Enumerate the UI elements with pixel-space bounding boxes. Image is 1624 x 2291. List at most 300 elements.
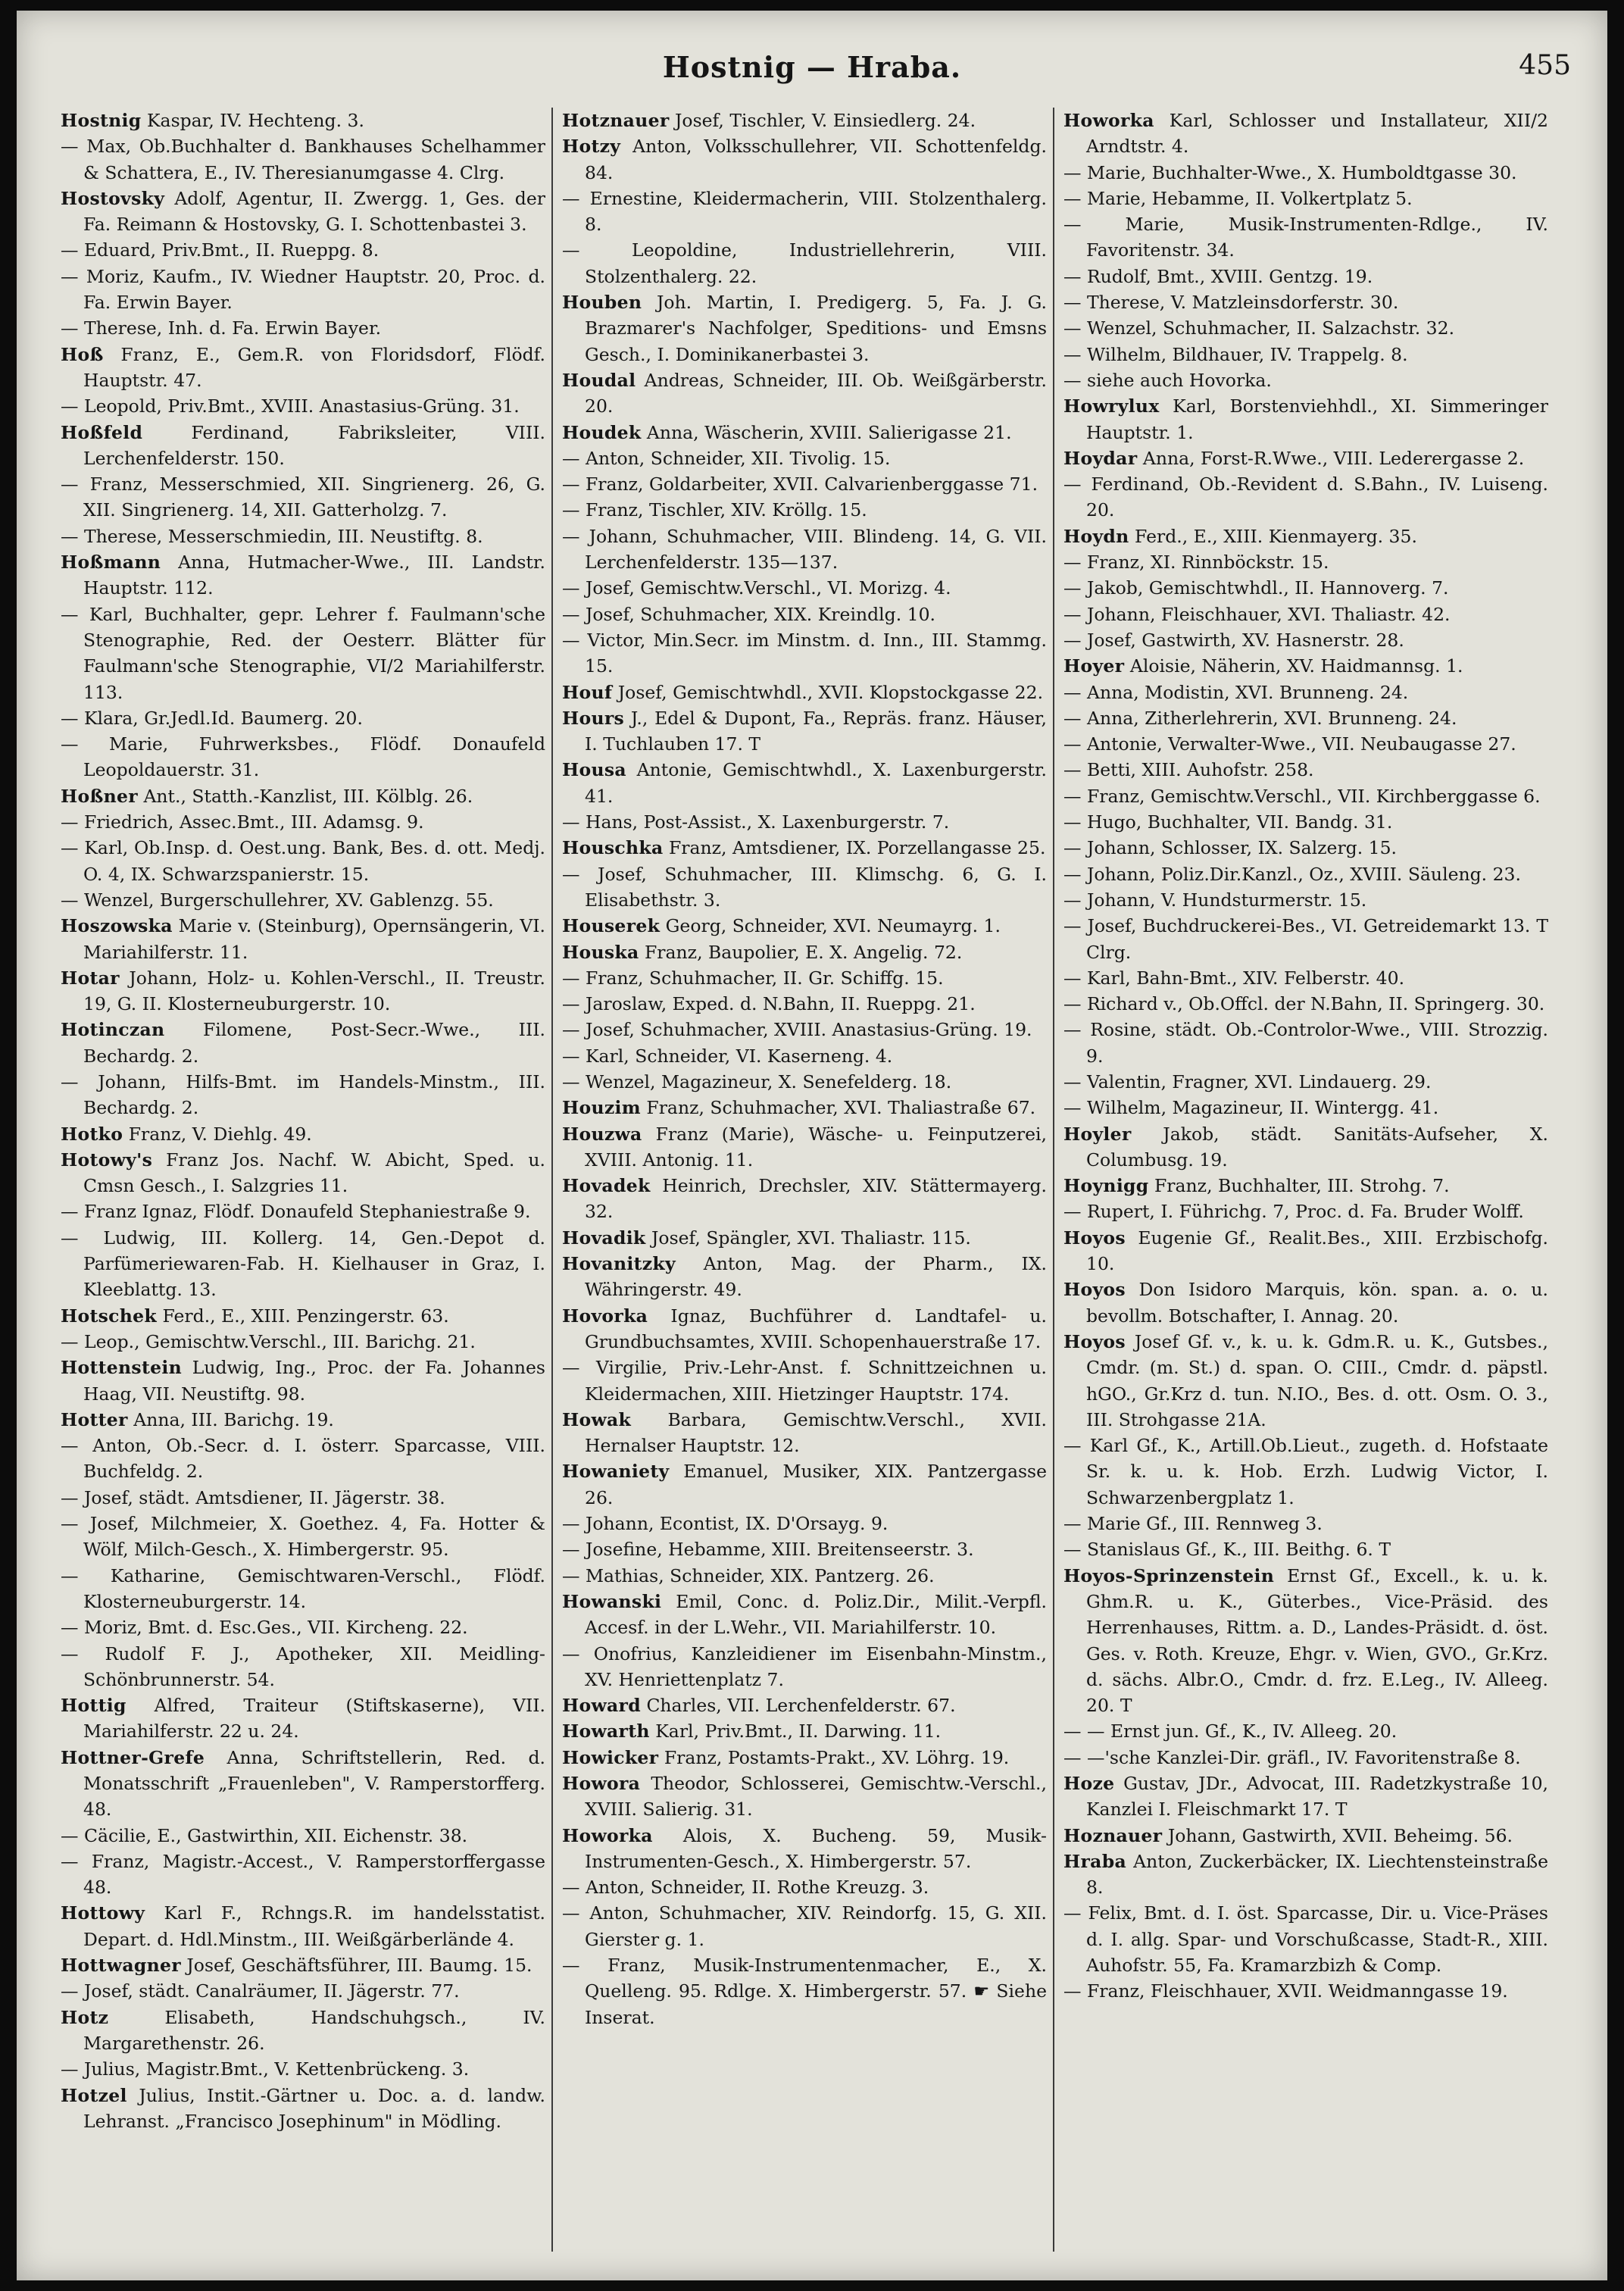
directory-entry: [1063, 289, 1548, 315]
entry-text: Josef Gf. v., k. u. k. Gdm.R. u. K., Gutsbes., Cmdr. (m. St.) d. span. O. CIII., Cmdr. d. päpstl. hGO., Gr.Krz d. tun. N.IO., Bes. d. ott. Osm. O. 3., III. Strohgasse 21A.: [1086, 1330, 1548, 1430]
directory-entry: [562, 1900, 1047, 1952]
entry-text: — Johann, Poliz.Dir.Kanzl., Oz., XVIII. Säuleng. 23.: [1063, 863, 1521, 885]
directory-entry: [1063, 731, 1548, 757]
entry-text: — Johann, Hilfs-Bmt. im Handels-Minstm., III. Bechardg. 2.: [61, 1070, 545, 1119]
entry-text: — Josef, Schuhmacher, XIX. Kreindlg. 10.: [562, 603, 936, 625]
directory-entry: [61, 1692, 545, 1745]
directory-entry: [1063, 835, 1548, 861]
entry-surname: Houf: [562, 681, 613, 703]
directory-entry: [61, 965, 545, 1017]
entry-text: Franz, Buchhalter, III. Strohg. 7.: [1154, 1175, 1450, 1197]
directory-entry: [61, 1017, 545, 1069]
entry-text: — Wenzel, Schuhmacher, II. Salzachstr. 32.: [1063, 317, 1455, 339]
entry-text: — Moriz, Bmt. d. Esc.Ges., VII. Kircheng. 22.: [61, 1617, 468, 1639]
entry-text: — Eduard, Priv.Bmt., II. Rueppg. 8.: [61, 239, 379, 261]
entry-text: J., Edel & Dupont, Fa., Repräs. franz. Häuser, I. Tuchlauben 17. T: [585, 707, 1047, 755]
directory-entry: [1063, 680, 1548, 705]
entry-text: Anna, Forst-R.Wwe., VIII. Lederergasse 2.: [1142, 447, 1525, 469]
entry-text: Barbara, Gemischtw.Verschl., XVII. Hernalser Hauptstr. 12.: [585, 1408, 1047, 1457]
entry-text: — Ludwig, III. Kollerg. 14, Gen.-Depot d. Parfümeriewaren-Fab. H. Kielhauser in Graz, I. Kleeblattg. 13.: [61, 1227, 545, 1301]
directory-entry: [1063, 1823, 1548, 1849]
entry-text: — Josef, Gastwirth, XV. Hasnerstr. 28.: [1063, 629, 1404, 651]
entry-text: Kaspar, IV. Hechteng. 3.: [147, 110, 364, 131]
entry-surname: Hottenstein: [61, 1357, 182, 1379]
entry-text: — Josef, Schuhmacher, III. Klimschg. 6, G. I. Elisabethstr. 3.: [562, 863, 1047, 911]
entry-text: — Anton, Schneider, II. Rothe Kreuzg. 3.: [562, 1877, 929, 1899]
entry-text: Franz, V. Diehlg. 49.: [128, 1123, 312, 1145]
directory-entry: [562, 627, 1047, 680]
entry-text: Elisabeth, Handschuhgsch., IV. Margarethenstr. 26.: [83, 2006, 545, 2054]
entry-surname: Hotzel: [61, 2084, 127, 2106]
directory-entry: [61, 783, 545, 809]
entry-surname: Hotar: [61, 967, 120, 989]
directory-entry: [562, 289, 1047, 367]
column-divider: [551, 108, 553, 2252]
directory-entry: [562, 1511, 1047, 1536]
entry-text: — Josef, Milchmeier, X. Goethez. 4, Fa. Hotter & Wölf, Milch-Gesch., X. Himbergerstr. 95.: [61, 1513, 545, 1561]
page-number: 455: [1519, 50, 1571, 81]
directory-entry: [61, 471, 545, 524]
directory-entry: [61, 1614, 545, 1640]
entry-surname: Hotko: [61, 1123, 123, 1145]
directory-entry: [562, 1692, 1047, 1718]
entry-text: Ferdinand, Fabriksleiter, VIII. Lerchenfelderstr. 150.: [83, 421, 545, 469]
directory-entry: [61, 1121, 545, 1147]
directory-page: [17, 11, 1607, 2280]
entry-surname: Hottowy: [61, 1902, 145, 1924]
directory-entry: [1063, 575, 1548, 601]
entry-text: — Richard v., Ob.Offcl. der N.Bahn, II. Springerg. 30.: [1063, 993, 1545, 1015]
entry-surname: Howanski: [562, 1590, 662, 1612]
entry-text: Charles, VII. Lerchenfelderstr. 67.: [646, 1695, 956, 1717]
directory-entry: [61, 1978, 545, 2004]
entry-text: — Jakob, Gemischtwhdl., II. Hannoverg. 7.: [1063, 577, 1449, 599]
directory-entry: [562, 809, 1047, 835]
directory-entry: [1063, 1199, 1548, 1224]
entry-text: — Leopold, Priv.Bmt., XVIII. Anastasius-Grüng. 31.: [61, 395, 520, 417]
entry-surname: Hotowy's: [61, 1149, 153, 1171]
column-divider: [1053, 108, 1054, 2252]
directory-entry: [1063, 524, 1548, 549]
entry-text: Franz Jos. Nachf. W. Abicht, Sped. u. Cmsn Gesch., I. Salzgries 11.: [83, 1149, 545, 1197]
entry-surname: Howora: [562, 1773, 641, 1794]
directory-entry: [1063, 315, 1548, 341]
directory-entry: [1063, 1563, 1548, 1719]
directory-entry: [1063, 991, 1548, 1017]
entry-text: Georg, Schneider, XVI. Neumayrg. 1.: [665, 915, 1001, 937]
entry-text: — Karl, Schneider, VI. Kaserneng. 4.: [562, 1045, 893, 1067]
entry-surname: Hoyos: [1063, 1330, 1126, 1352]
entry-text: — Karl Gf., K., Artill.Ob.Lieut., zugeth. d. Hofstaate Sr. k. u. k. Hob. Erzh. Ludwig Victor, I. Schwarzenbergplatz 1.: [1063, 1435, 1548, 1508]
entry-text: Josef, Geschäftsführer, III. Baumg. 15.: [186, 1955, 532, 1977]
directory-entry: [61, 1849, 545, 1901]
directory-entry: [1063, 1511, 1548, 1536]
entry-surname: Hotz: [61, 2006, 109, 2028]
entry-text: Alois, X. Bucheng. 59, Musik-Instrumenten-Gesch., X. Himbergerstr. 57.: [585, 1824, 1047, 1872]
directory-entry: [562, 680, 1047, 705]
directory-entry: [1063, 783, 1548, 809]
entry-text: — Josef, Buchdruckerei-Bes., VI. Getreidemarkt 13. T Clrg.: [1063, 915, 1548, 963]
directory-entry: [562, 133, 1047, 186]
entry-text: — Marie Gf., III. Rennweg 3.: [1063, 1513, 1323, 1535]
directory-entry: [562, 1536, 1047, 1562]
directory-entry: [562, 108, 1047, 133]
entry-text: — Franz Ignaz, Flödf. Donaufeld Stephaniestraße 9.: [61, 1201, 531, 1223]
entry-text: — Karl, Bahn-Bmt., XIV. Felberstr. 40.: [1063, 967, 1405, 989]
directory-entry: [1063, 1771, 1548, 1823]
directory-entry: [61, 1823, 545, 1849]
entry-text: — Franz, Tischler, XIV. Kröllg. 15.: [562, 499, 867, 521]
entry-text: — Wilhelm, Bildhauer, IV. Trappelg. 8.: [1063, 343, 1408, 365]
entry-text: — Ferdinand, Ob.-Revident d. S.Bahn., IV. Luiseng. 20.: [1063, 474, 1548, 521]
directory-entry: [1063, 1433, 1548, 1511]
directory-entry: [61, 549, 545, 602]
directory-entry: [61, 1329, 545, 1355]
entry-text: — Marie, Musik-Instrumenten-Rdlge., IV. Favoritenstr. 34.: [1063, 214, 1548, 261]
entry-text: — Leop., Gemischtw.Verschl., III. Barichg. 21.: [61, 1330, 476, 1352]
entry-surname: Houserek: [562, 915, 661, 937]
entry-surname: Hoydar: [1063, 447, 1138, 469]
directory-entry: [1063, 1095, 1548, 1120]
directory-entry: [61, 393, 545, 419]
entry-text: — Julius, Magistr.Bmt., V. Kettenbrückeng. 3.: [61, 2058, 470, 2080]
entry-text: Josef, Tischler, V. Einsiedlerg. 24.: [675, 110, 976, 131]
directory-entry: [1063, 1978, 1548, 2004]
directory-entry: [61, 1900, 545, 1952]
directory-entry: [562, 602, 1047, 627]
directory-entry: [1063, 861, 1548, 887]
directory-entry: [562, 1173, 1047, 1225]
entry-text: — Hans, Post-Assist., X. Laxenburgerstr. 7.: [562, 811, 950, 833]
directory-entry: [1063, 1277, 1548, 1329]
entry-surname: Hovorka: [562, 1305, 648, 1327]
directory-entry: [61, 1433, 545, 1485]
directory-entry: [1063, 913, 1548, 965]
entry-text: Johann, Holz- u. Kohlen-Verschl., II. Treustr. 19, G. II. Klosterneuburgerstr. 10.: [83, 967, 545, 1015]
directory-entry: [562, 420, 1047, 445]
directory-entry: [562, 524, 1047, 576]
entry-surname: Hottwagner: [61, 1955, 181, 1977]
directory-entry: [562, 1355, 1047, 1407]
entry-text: — Josef, städt. Amtsdiener, II. Jägerstr. 38.: [61, 1486, 445, 1508]
entry-text: — Mathias, Schneider, XIX. Pantzerg. 26.: [562, 1564, 935, 1586]
entry-text: — Katharine, Gemischtwaren-Verschl., Flödf. Klosterneuburgerstr. 14.: [61, 1564, 545, 1612]
entry-surname: Howorka: [1063, 110, 1154, 131]
entry-text: Karl, Schlosser und Installateur, XII/2 Arndtstr. 4.: [1086, 110, 1548, 158]
entry-text: — Cäcilie, E., Gastwirthin, XII. Eichenstr. 38.: [61, 1824, 468, 1846]
entry-text: — — Ernst jun. Gf., K., IV. Alleeg. 20.: [1063, 1721, 1398, 1742]
entry-text: — Josef, Gemischtw.Verschl., VI. Morizg. 4.: [562, 577, 951, 599]
entry-text: — Anna, Zitherlehrerin, XVI. Brunneng. 24.: [1063, 707, 1457, 729]
entry-surname: Hoßner: [61, 785, 138, 807]
entry-text: Eugenie Gf., Realit.Bes., XIII. Erzbischofg. 10.: [1086, 1227, 1548, 1275]
entry-surname: Houzwa: [562, 1123, 642, 1145]
entry-surname: Houdek: [562, 421, 642, 443]
entry-text: — —'sche Kanzlei-Dir. gräfl., IV. Favoritenstraße 8.: [1063, 1746, 1521, 1768]
entry-surname: Hraba: [1063, 1850, 1126, 1872]
directory-entry: [61, 887, 545, 913]
directory-entry: [1063, 186, 1548, 211]
entry-text: Karl F., Rchngs.R. im handelsstatist. Depart. d. Hdl.Minstm., III. Weißgärberlände 4.: [83, 1902, 545, 1950]
directory-entry: [562, 1874, 1047, 1900]
entry-surname: Hotinczan: [61, 1019, 165, 1041]
entry-text: — Josef, Schuhmacher, XVIII. Anastasius-Grüng. 19.: [562, 1019, 1032, 1041]
entry-text: — Rudolf F. J., Apotheker, XII. Meidling-Schönbrunnerstr. 54.: [61, 1642, 545, 1690]
entry-surname: Houdal: [562, 369, 636, 391]
directory-entry: [61, 1355, 545, 1407]
directory-entry: [1063, 211, 1548, 264]
entry-text: — Jaroslaw, Exped. d. N.Bahn, II. Rueppg. 21.: [562, 993, 976, 1015]
directory-entry: [61, 2056, 545, 2082]
entry-surname: Hoynigg: [1063, 1175, 1149, 1197]
entry-surname: Houzim: [562, 1097, 641, 1119]
directory-entry: [562, 1069, 1047, 1095]
directory-entry: [1063, 445, 1548, 471]
directory-entry: [61, 1563, 545, 1615]
entry-surname: Hoßfeld: [61, 421, 143, 443]
entry-text: Gustav, JDr., Advocat, III. Radetzkystraße 10, Kanzlei I. Fleischmarkt 17. T: [1086, 1773, 1548, 1821]
directory-entry: [562, 1121, 1047, 1174]
entry-text: Alfred, Traiteur (Stiftskaserne), VII. Mariahilferstr. 22 u. 24.: [83, 1695, 545, 1742]
entry-text: — Franz, XI. Rinnböckstr. 15.: [1063, 552, 1329, 574]
entry-text: Anna, Hutmacher-Wwe., III. Landstr. Hauptstr. 112.: [83, 552, 545, 599]
directory-entry: [61, 1225, 545, 1303]
entry-surname: Howicker: [562, 1746, 659, 1768]
directory-entry: [562, 1718, 1047, 1744]
entry-text: Anton, Mag. der Pharm., IX. Währingerstr. 49.: [585, 1253, 1047, 1301]
entry-text: Ludwig, Ing., Proc. der Fa. Johannes Haag, VII. Neustiftg. 98.: [83, 1357, 545, 1405]
entry-text: Anton, Zuckerbäcker, IX. Liechtensteinstraße 8.: [1086, 1850, 1548, 1899]
entry-text: — Friedrich, Assec.Bmt., III. Adamsg. 9.: [61, 811, 424, 833]
directory-entry: [1063, 1225, 1548, 1277]
directory-entry: [1063, 1900, 1548, 1978]
entry-surname: Hoydn: [1063, 525, 1129, 547]
directory-entry: [1063, 1536, 1548, 1562]
directory-entry: [1063, 1121, 1548, 1174]
entry-text: Anna, III. Barichg. 19.: [133, 1408, 334, 1430]
directory-entry: [562, 861, 1047, 914]
entry-surname: Hoyos-Sprinzenstein: [1063, 1564, 1275, 1586]
entry-text: — Victor, Min.Secr. im Minstm. d. Inn., III. Stammg. 15.: [562, 629, 1047, 677]
entry-text: Karl, Priv.Bmt., II. Darwing. 11.: [655, 1721, 942, 1742]
entry-text: Anton, Volksschullehrer, VII. Schottenfeldg. 84.: [585, 136, 1047, 183]
directory-entry: [562, 1407, 1047, 1459]
entry-text: Josef, Gemischtwhdl., XVII. Klopstockgasse 22.: [617, 681, 1044, 703]
entry-text: Andreas, Schneider, III. Ob. Weißgärberstr. 20.: [585, 369, 1047, 417]
entry-text: Anna, Schriftstellerin, Red. d. Monatsschrift „Frauenleben", V. Ramperstorfferg. 48.: [83, 1746, 545, 1821]
directory-entry: [1063, 757, 1548, 783]
directory-entry: [61, 731, 545, 783]
directory-entry: [562, 1952, 1047, 2030]
entry-text: — Franz, Messerschmied, XII. Singrienerg. 26, G. XII. Singrienerg. 14, XII. Gatterholzg. 7.: [61, 474, 545, 521]
entry-text: — Marie, Hebamme, II. Volkertplatz 5.: [1063, 187, 1413, 209]
entry-text: — Johann, Schuhmacher, VIII. Blindeng. 14, G. VII. Lerchenfelderstr. 135—137.: [562, 525, 1047, 574]
entry-text: Ignaz, Buchführer d. Landtafel- u. Grundbuchsamtes, XVIII. Schopenhauerstraße 17.: [585, 1305, 1047, 1352]
entry-surname: Hoyos: [1063, 1279, 1126, 1301]
directory-entry: [61, 1952, 545, 1978]
directory-entry: [61, 237, 545, 263]
entry-surname: Hoyler: [1063, 1123, 1132, 1145]
directory-entry: [1063, 1718, 1548, 1744]
directory-entry: [562, 939, 1047, 965]
entry-text: — Johann, Econtist, IX. D'Orsayg. 9.: [562, 1513, 889, 1535]
column-3: [1063, 108, 1548, 2259]
entry-text: Ferd., E., XIII. Kienmayerg. 35.: [1135, 525, 1417, 547]
directory-entry: [562, 1043, 1047, 1069]
directory-entry: [562, 1458, 1047, 1511]
entry-text: — Valentin, Fragner, XVI. Lindauerg. 29.: [1063, 1070, 1432, 1092]
entry-surname: Hours: [562, 707, 625, 729]
directory-entry: [562, 913, 1047, 939]
column-1: [61, 108, 545, 2259]
entry-text: — Karl, Ob.Insp. d. Oest.ung. Bank, Bes. d. ott. Medj. O. 4, IX. Schwarzspanierstr. 15.: [61, 837, 545, 885]
entry-surname: Hoyer: [1063, 655, 1125, 677]
directory-entry: [1063, 965, 1548, 991]
directory-entry: [61, 186, 545, 238]
entry-surname: Howak: [562, 1408, 632, 1430]
entry-text: Karl, Borstenviehhdl., XI. Simmeringer Hauptstr. 1.: [1086, 395, 1548, 443]
entry-text: — Marie, Fuhrwerksbes., Flödf. Donaufeld Leopoldauerstr. 31.: [61, 733, 545, 781]
entry-text: Franz, Amtsdiener, IX. Porzellangasse 25.: [668, 837, 1046, 859]
entry-text: — Rupert, I. Führichg. 7, Proc. d. Fa. Bruder Wolff.: [1063, 1201, 1524, 1223]
entry-surname: Hoznauer: [1063, 1824, 1163, 1846]
entry-text: Joh. Martin, I. Predigerg. 5, Fa. J. G. Brazmarer's Nachfolger, Speditions- und Emsns Gesch., I. Dominikanerbastei 3.: [585, 292, 1047, 365]
directory-entry: [61, 1303, 545, 1329]
entry-text: Filomene, Post-Secr.-Wwe., III. Bechardg. 2.: [83, 1019, 545, 1067]
entry-text: Franz, Postamts-Prakt., XV. Löhrg. 19.: [664, 1746, 1010, 1768]
page-header: [17, 50, 1607, 95]
directory-entry: [61, 420, 545, 472]
entry-surname: Houben: [562, 292, 642, 314]
directory-entry: [61, 1069, 545, 1121]
entry-text: Heinrich, Drechsler, XIV. Stättermayerg. 32.: [585, 1175, 1047, 1223]
directory-entry: [1063, 1069, 1548, 1095]
entry-text: — Klara, Gr.Jedl.Id. Baumerg. 20.: [61, 707, 363, 729]
directory-entry: [61, 264, 545, 316]
directory-entry: [1063, 471, 1548, 524]
entry-surname: Howarth: [562, 1721, 650, 1742]
directory-entry: [61, 913, 545, 965]
entry-text: Aloisie, Näherin, XV. Haidmannsg. 1.: [1129, 655, 1463, 677]
directory-entry: [61, 108, 545, 133]
directory-entry: [1063, 887, 1548, 913]
directory-entry: [562, 1303, 1047, 1355]
directory-entry: [562, 1095, 1047, 1120]
entry-surname: Hoyos: [1063, 1227, 1126, 1249]
entry-text: Johann, Gastwirth, XVII. Beheimg. 56.: [1167, 1824, 1513, 1846]
entry-surname: Hostnig: [61, 110, 142, 131]
entry-surname: Hottig: [61, 1695, 126, 1717]
entry-text: Antonie, Gemischtwhdl., X. Laxenburgerstr. 41.: [585, 759, 1047, 807]
entry-text: — Johann, Schlosser, IX. Salzerg. 15.: [1063, 837, 1398, 859]
entry-text: Theodor, Schlosserei, Gemischtw.-Verschl., XVIII. Salierig. 31.: [585, 1773, 1047, 1821]
directory-entry: [1063, 653, 1548, 679]
directory-entry: [562, 1017, 1047, 1042]
entry-surname: Hotschek: [61, 1305, 157, 1327]
directory-entry: [562, 1823, 1047, 1875]
directory-entry: [61, 2083, 545, 2135]
entry-text: — Josef, städt. Canalräumer, II. Jägerstr. 77.: [61, 1980, 460, 2002]
directory-entry: [562, 497, 1047, 523]
directory-entry: [562, 471, 1047, 497]
running-head: Hostnig — Hraba.: [662, 50, 962, 84]
entry-text: — Franz, Goldarbeiter, XVII. Calvarienberggasse 71.: [562, 474, 1038, 495]
directory-entry: [61, 1511, 545, 1563]
entry-text: — Rosine, städt. Ob.-Controlor-Wwe., VIII. Strozzig. 9.: [1063, 1019, 1548, 1067]
entry-text: — Josefine, Hebamme, XIII. Breitenseerstr. 3.: [562, 1539, 974, 1561]
entry-text: Franz, Schuhmacher, XVI. Thaliastraße 67.: [646, 1097, 1036, 1119]
directory-entry: [1063, 1329, 1548, 1433]
directory-entry: [562, 1745, 1047, 1771]
entry-text: — Anna, Modistin, XVI. Brunneng. 24.: [1063, 681, 1409, 703]
entry-text: — Franz, Magistr.-Accest., V. Ramperstorffergasse 48.: [61, 1850, 545, 1899]
directory-entry: [61, 1147, 545, 1199]
directory-entry: [61, 1407, 545, 1433]
directory-entry: [61, 602, 545, 705]
directory-entry: [1063, 108, 1548, 160]
entry-text: — Onofrius, Kanzleidiener im Eisenbahn-Minstm., XV. Henriettenplatz 7.: [562, 1642, 1047, 1690]
entry-surname: Howaniety: [562, 1461, 670, 1483]
entry-surname: Hotznauer: [562, 110, 670, 131]
entry-text: — Rudolf, Bmt., XVIII. Gentzg. 19.: [1063, 265, 1373, 287]
entry-text: — Antonie, Verwalter-Wwe., VII. Neubaugasse 27.: [1063, 733, 1516, 755]
directory-entry: [1063, 1173, 1548, 1199]
directory-entry: [562, 445, 1047, 471]
entry-text: — Therese, Inh. d. Fa. Erwin Bayer.: [61, 317, 382, 339]
entry-text: Emanuel, Musiker, XIX. Pantzergasse 26.: [585, 1461, 1047, 1508]
entry-text: — Stanislaus Gf., K., III. Beithg. 6. T: [1063, 1539, 1391, 1561]
entry-surname: Hoze: [1063, 1773, 1115, 1794]
entry-text: — Anton, Schuhmacher, XIV. Reindorfg. 15, G. XII. Gierster g. 1.: [562, 1902, 1047, 1950]
entry-text: — Therese, Messerschmiedin, III. Neustiftg. 8.: [61, 525, 483, 547]
entry-surname: Howrylux: [1063, 395, 1160, 417]
directory-entry: [1063, 602, 1548, 627]
directory-entry: [1063, 1849, 1548, 1901]
entry-surname: Hovadik: [562, 1227, 646, 1249]
directory-entry: [562, 367, 1047, 420]
directory-entry: [562, 835, 1047, 861]
directory-entry: [562, 1563, 1047, 1589]
directory-entry: [1063, 627, 1548, 653]
entry-text: Franz (Marie), Wäsche- u. Feinputzerei, XVIII. Antonig. 11.: [585, 1123, 1047, 1171]
entry-text: — Leopoldine, Industriellehrerin, VIII. Stolzenthalerg. 22.: [562, 239, 1047, 287]
entry-text: Anna, Wäscherin, XVIII. Salierigasse 21.: [646, 421, 1012, 443]
entry-surname: Howard: [562, 1695, 641, 1717]
entry-text: Don Isidoro Marquis, kön. span. a. o. u. bevollm. Botschafter, I. Annag. 20.: [1086, 1279, 1548, 1327]
entry-surname: Housa: [562, 759, 626, 781]
entry-text: — Ernestine, Kleidermacherin, VIII. Stolzenthalerg. 8.: [562, 187, 1047, 236]
entry-text: — Wilhelm, Magazineur, II. Wintergg. 41.: [1063, 1097, 1439, 1119]
directory-entry: [562, 575, 1047, 601]
directory-entry: [61, 835, 545, 887]
entry-surname: Hotter: [61, 1408, 128, 1430]
directory-entry: [562, 1589, 1047, 1641]
entry-text: — Moriz, Kaufm., IV. Wiedner Hauptstr. 20, Proc. d. Fa. Erwin Bayer.: [61, 265, 545, 314]
entry-text: — Wenzel, Burgerschullehrer, XV. Gablenzg. 55.: [61, 889, 494, 911]
entry-surname: Hoszowska: [61, 915, 173, 937]
entry-text: Ernst Gf., Excell., k. u. k. Ghm.R. u. K., Güterbes., Vice-Präsid. des Herrenhauses, Rittm. a. D., Landes-Präsidt. d. öst. Ges. v. Roth. Kreuze, Ehgr. v. Wien, GVO., Gr.Krz. d. sächs. Albr.O., Cmdr. d. frz. E.Leg., IV. Alleeg. 20. T: [1086, 1564, 1548, 1717]
entry-text: — Anton, Schneider, XII. Tivolig. 15.: [562, 447, 891, 469]
directory-entry: [1063, 393, 1548, 445]
directory-entry: [1063, 809, 1548, 835]
directory-entry: [1063, 342, 1548, 367]
entry-text: — Marie, Buchhalter-Wwe., X. Humboldtgasse 30.: [1063, 161, 1517, 183]
entry-text: Adolf, Agentur, II. Zwergg. 1, Ges. der Fa. Reimann & Hostovsky, G. I. Schottenbastei 3.: [83, 187, 545, 236]
directory-entry: [61, 1745, 545, 1823]
entry-text: Julius, Instit.-Gärtner u. Doc. a. d. landw. Lehranst. „Francisco Josephinum" in Mödling.: [83, 2084, 545, 2132]
directory-entry: [562, 705, 1047, 758]
directory-entry: [562, 186, 1047, 238]
